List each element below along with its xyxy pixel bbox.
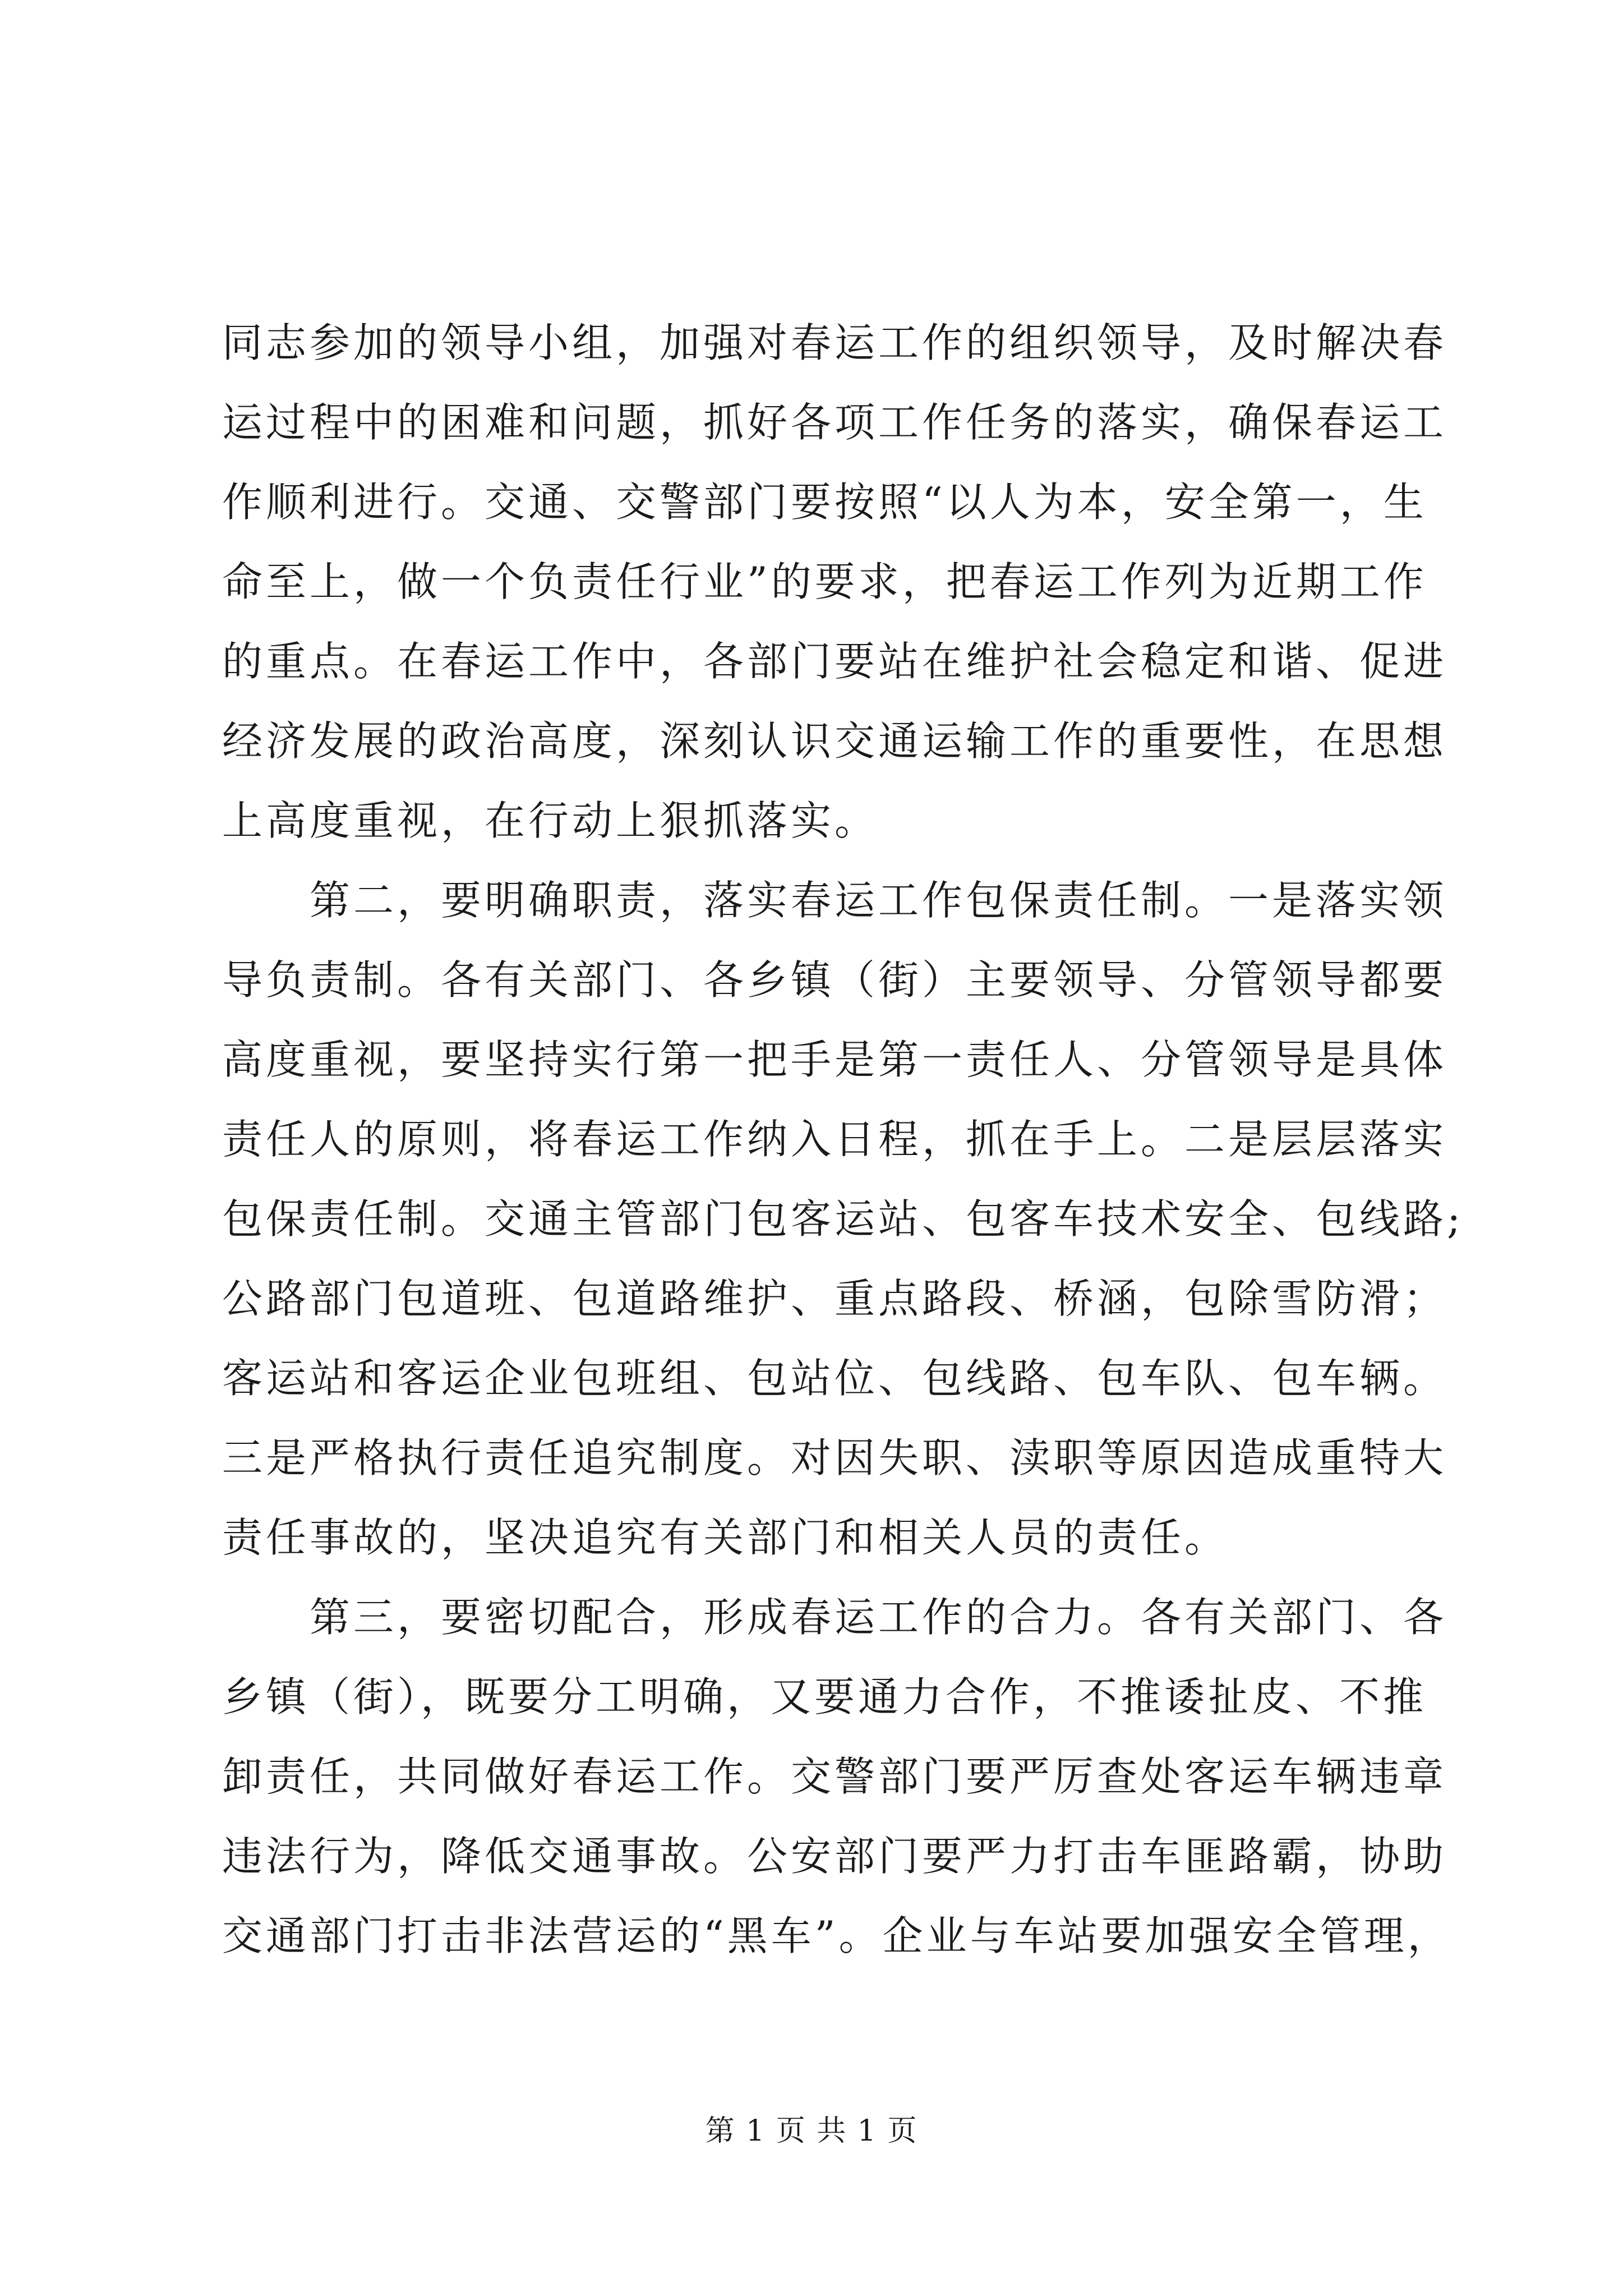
paragraph-1-line-3: 作顺利进行。交通、交警部门要按照“以人为本，安全第一，生 (222, 478, 1427, 526)
paragraph-3-line-5: 交通部门打击非法营运的“黑车”。企业与车站要加强安全管理， (222, 1912, 1451, 1959)
paragraph-2-line-6: 公路部门包道班、包道路维护、重点路段、桥涵，包除雪防滑； (222, 1275, 1447, 1322)
paragraph-2-line-9: 责任事故的，坚决追究有关部门和相关人员的责任。 (222, 1514, 1229, 1561)
paragraph-1-line-1: 同志参加的领导小组，加强对春运工作的组织领导，及时解决春 (222, 319, 1447, 366)
paragraph-2-line-5: 包保责任制。交通主管部门包客运站、包客车技术安全、包线路; (222, 1195, 1464, 1243)
paragraph-1-line-7: 上高度重视，在行动上狠抓落实。 (222, 797, 879, 844)
paragraph-2-line-7: 客运站和客运企业包班组、包站位、包线路、包车队、包车辆。 (222, 1355, 1447, 1402)
document-body (222, 303, 1464, 1976)
paragraph-2-line-1: 第二，要明确职责，落实春运工作包保责任制。一是落实领 (310, 877, 1447, 924)
paragraph-1-line-4: 命至上，做一个负责任行业”的要求，把春运工作列为近期工作 (222, 558, 1427, 605)
paragraph-3-line-4: 违法行为，降低交通事故。公安部门要严力打击车匪路霸，协助 (222, 1833, 1447, 1880)
paragraph-1-line-5: 的重点。在春运工作中，各部门要站在维护社会稳定和谐、促进 (222, 638, 1447, 685)
paragraph-2-line-4: 责任人的原则，将春运工作纳入日程，抓在手上。二是层层落实 (222, 1116, 1447, 1163)
page-footer: 第 1 页 共 1 页 (705, 2114, 918, 2148)
paragraph-1-line-2: 运过程中的困难和问题，抓好各项工作任务的落实，确保春运工 (222, 399, 1447, 446)
paragraph-3-line-2: 乡镇（街），既要分工明确，又要通力合作，不推诿扯皮、不推 (222, 1673, 1427, 1720)
paragraph-2-line-3: 高度重视，要坚持实行第一把手是第一责任人、分管领导是具体 (222, 1036, 1447, 1083)
paragraph-1-line-6: 经济发展的政治高度，深刻认识交通运输工作的重要性，在思想 (222, 717, 1447, 765)
paragraph-2-line-2: 导负责制。各有关部门、各乡镇（街）主要领导、分管领导都要 (222, 956, 1447, 1004)
paragraph-3-line-3: 卸责任，共同做好春运工作。交警部门要严厉查处客运车辆违章 (222, 1753, 1447, 1800)
paragraph-3-line-1: 第三，要密切配合，形成春运工作的合力。各有关部门、各 (310, 1594, 1447, 1641)
paragraph-2-line-8: 三是严格执行责任追究制度。对因失职、渎职等原因造成重特大 (222, 1434, 1447, 1481)
